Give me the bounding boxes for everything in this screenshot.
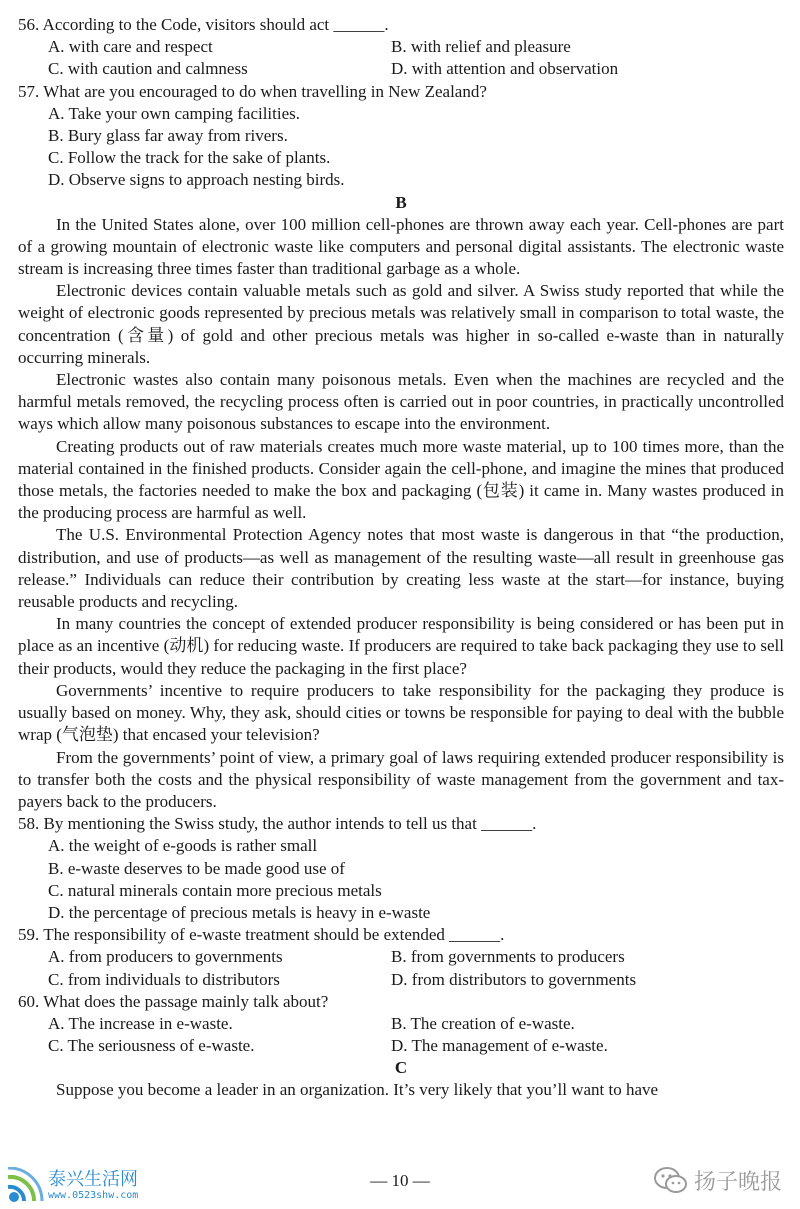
option-a: A. the weight of e-goods is rather small (48, 836, 318, 856)
option-c: C. natural minerals contain more precious metals (48, 880, 382, 900)
section-heading-b: B (395, 192, 407, 212)
options (18, 103, 784, 192)
option-a: A. from producers to governments (48, 947, 283, 967)
passage-paragraph: In the United States alone, over 100 million cell-phones are thrown away each year. Cell-phones are part of a growing mountain of electronic waste like computers and personal digital assistants. The electronic waste stream is increasing three times faster than traditional garbage as a whole. (18, 214, 784, 279)
question-stem: 60. What does the passage mainly talk about? (18, 991, 329, 1011)
wechat-icon (654, 1166, 688, 1196)
option-c: C. from individuals to distributors (48, 969, 280, 989)
question-56 (18, 14, 784, 81)
passage-paragraph: Electronic wastes also contain many poisonous metals. Even when the machines are recycled and the harmful metals removed, the recycling process often is carried out in poor countries, in practically uncontrolled ways which allow many poisonous substances to escape into the environment. (18, 370, 784, 434)
option-b: B. with relief and pleasure (391, 37, 571, 57)
passage-paragraph: In many countries the concept of extended producer responsibility is being considered or has been put in place as an incentive (动机) for reducing waste. If producers are required to take back packaging they use to sell their products, would they reduce the packaging in the first place? (18, 614, 784, 678)
passage-b (18, 214, 784, 813)
options (18, 36, 784, 80)
option-a: A. Take your own camping facilities. (48, 103, 301, 123)
wechat-watermark (654, 1165, 782, 1196)
question-60 (18, 991, 784, 1058)
option-b: B. The creation of e-waste. (391, 1013, 575, 1033)
question-stem: 58. By mentioning the Swiss study, the author intends to tell us that ______. (18, 814, 537, 834)
options (18, 835, 784, 924)
passage-paragraph: Governments’ incentive to require producers to take responsibility for the packaging they produce is usually based on money. Why, they ask, should cities or towns be responsible for paying to deal with the bubble wrap (气泡垫) that encased your television? (18, 680, 784, 745)
logo-left-url: www.0523shw.com (48, 1190, 139, 1201)
option-d: D. The management of e-waste. (391, 1036, 608, 1056)
question-58 (18, 813, 784, 924)
section-heading-c: C (394, 1058, 408, 1078)
option-c: C. Follow the track for the sake of plants. (48, 148, 331, 168)
option-b: B. from governments to producers (391, 947, 625, 967)
question-stem: 59. The responsibility of e-waste treatment should be extended ______. (18, 925, 505, 945)
option-c: C. The seriousness of e-waste. (48, 1036, 255, 1056)
passage-paragraph: The U.S. Environmental Protection Agency notes that most waste is dangerous in that “the production, distribution, and use of products—as well as management of the resulting waste—all result in greenhouse gas release.” Individuals can reduce their contribution by creating less waste at the start—for instance, buying reusable products and recycling. (18, 525, 784, 612)
options (18, 946, 784, 990)
option-d: D. the percentage of precious metals is heavy in e-waste (48, 902, 431, 922)
option-a: A. The increase in e-waste. (48, 1013, 233, 1033)
passage-paragraph: Electronic devices contain valuable metals such as gold and silver. A Swiss study reported that while the weight of electronic goods represented by precious metals was relatively small in comparison to total waste, the concentration (含量) of gold and other precious metals was higher in so-called e-waste than in naturally occurring minerals. (18, 281, 784, 367)
page-number: — 10 — (370, 1171, 430, 1190)
option-c: C. with caution and calmness (48, 59, 248, 79)
option-d: D. Observe signs to approach nesting birds. (48, 170, 345, 190)
option-d: D. from distributors to governments (391, 969, 637, 989)
page-footer (0, 1165, 800, 1209)
logo-left-text: 泰兴生活网 (48, 1169, 138, 1190)
passage-paragraph: From the governments’ point of view, a primary goal of laws requiring extended producer responsibility is to transfer both the costs and the physical responsibility of waste management from the government and tax-payers back to the producers. (18, 747, 784, 811)
option-a: A. with care and respect (48, 37, 213, 57)
question-59 (18, 924, 784, 991)
option-b: B. e-waste deserves to be made good use of (48, 858, 345, 878)
question-57 (18, 81, 784, 192)
options (18, 1013, 784, 1057)
passage-c-first-line: Suppose you become a leader in an organization. It’s very likely that you’ll want to have (56, 1080, 659, 1100)
passage-paragraph: Creating products out of raw materials creates much more waste material, up to 100 times more, than the material contained in the finished products. Consider again the cell-phone, and imagine the mines that produced those metals, the factories needed to make the box and packaging (包装) it came in. Many wastes produced in the producing process are harmful as well. (18, 436, 784, 523)
option-d: D. with attention and observation (391, 59, 619, 79)
question-stem: 56. According to the Code, visitors should act ______. (18, 15, 389, 34)
question-stem: 57. What are you encouraged to do when travelling in New Zealand? (18, 81, 487, 101)
exam-page (18, 14, 784, 1102)
logo-right-text: 扬子晚报 (693, 1170, 782, 1195)
option-b: B. Bury glass far away from rivers. (48, 126, 288, 146)
